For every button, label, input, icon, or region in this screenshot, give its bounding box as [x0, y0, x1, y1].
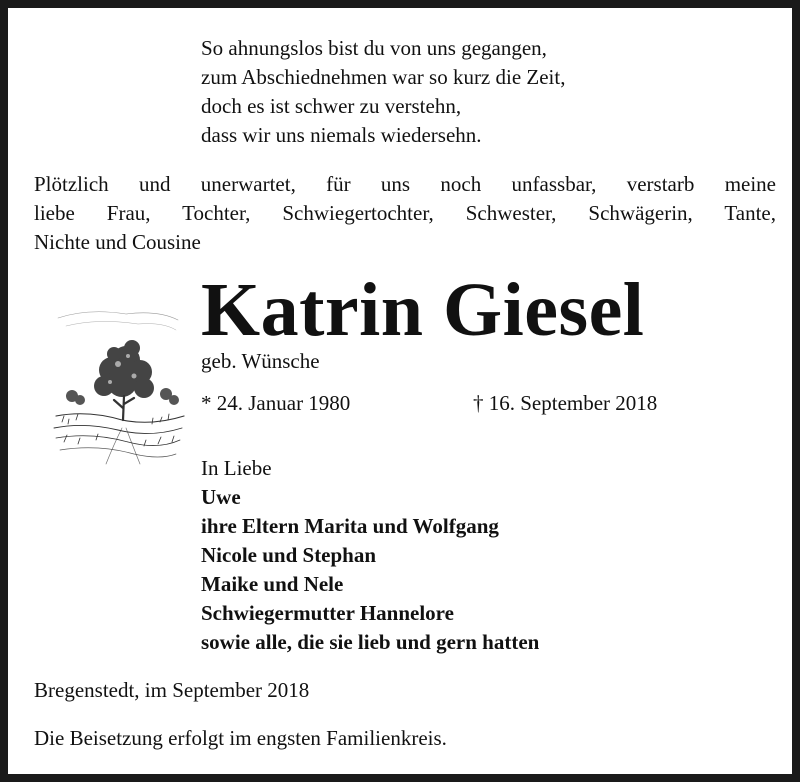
poem-line: So ahnungslos bist du von uns gegangen, — [201, 36, 547, 60]
mourners-list — [201, 483, 539, 657]
tree-landscape-icon — [48, 304, 188, 472]
funeral-note: Die Beisetzung erfolgt im engsten Familienkreis. — [34, 726, 447, 750]
intro-line: liebe Frau, Tochter, Schwiegertochter, Schwester, Schwägerin, Tante, — [34, 201, 776, 225]
mourners-lead: In Liebe — [201, 456, 272, 480]
birth-date: * 24. Januar 1980 — [201, 391, 351, 415]
place-date: Bregenstedt, im September 2018 — [34, 678, 310, 702]
poem-line: zum Abschiednehmen war so kurz die Zeit, — [201, 65, 566, 89]
mourner-entry: Maike und Nele — [201, 572, 344, 596]
death-date: † 16. September 2018 — [473, 391, 658, 415]
intro-text — [34, 170, 776, 257]
deceased-name: Katrin Giesel — [201, 268, 645, 352]
mourner-entry: Uwe — [201, 485, 241, 509]
birth-name: geb. Wünsche — [201, 349, 320, 373]
poem-line: doch es ist schwer zu verstehn, — [201, 94, 462, 118]
intro-line: Plötzlich und unerwartet, für uns noch unfassbar, verstarb meine — [34, 172, 776, 196]
intro-line: Nichte und Cousine — [34, 230, 201, 254]
mourner-entry: sowie alle, die sie lieb und gern hatten — [201, 630, 540, 654]
poem-verse — [201, 34, 565, 150]
mourner-entry: Nicole und Stephan — [201, 543, 377, 567]
mourner-entry: ihre Eltern Marita und Wolfgang — [201, 514, 499, 538]
poem-line: dass wir uns niemals wiedersehn. — [201, 123, 482, 147]
mourner-entry: Schwiegermutter Hannelore — [201, 601, 454, 625]
